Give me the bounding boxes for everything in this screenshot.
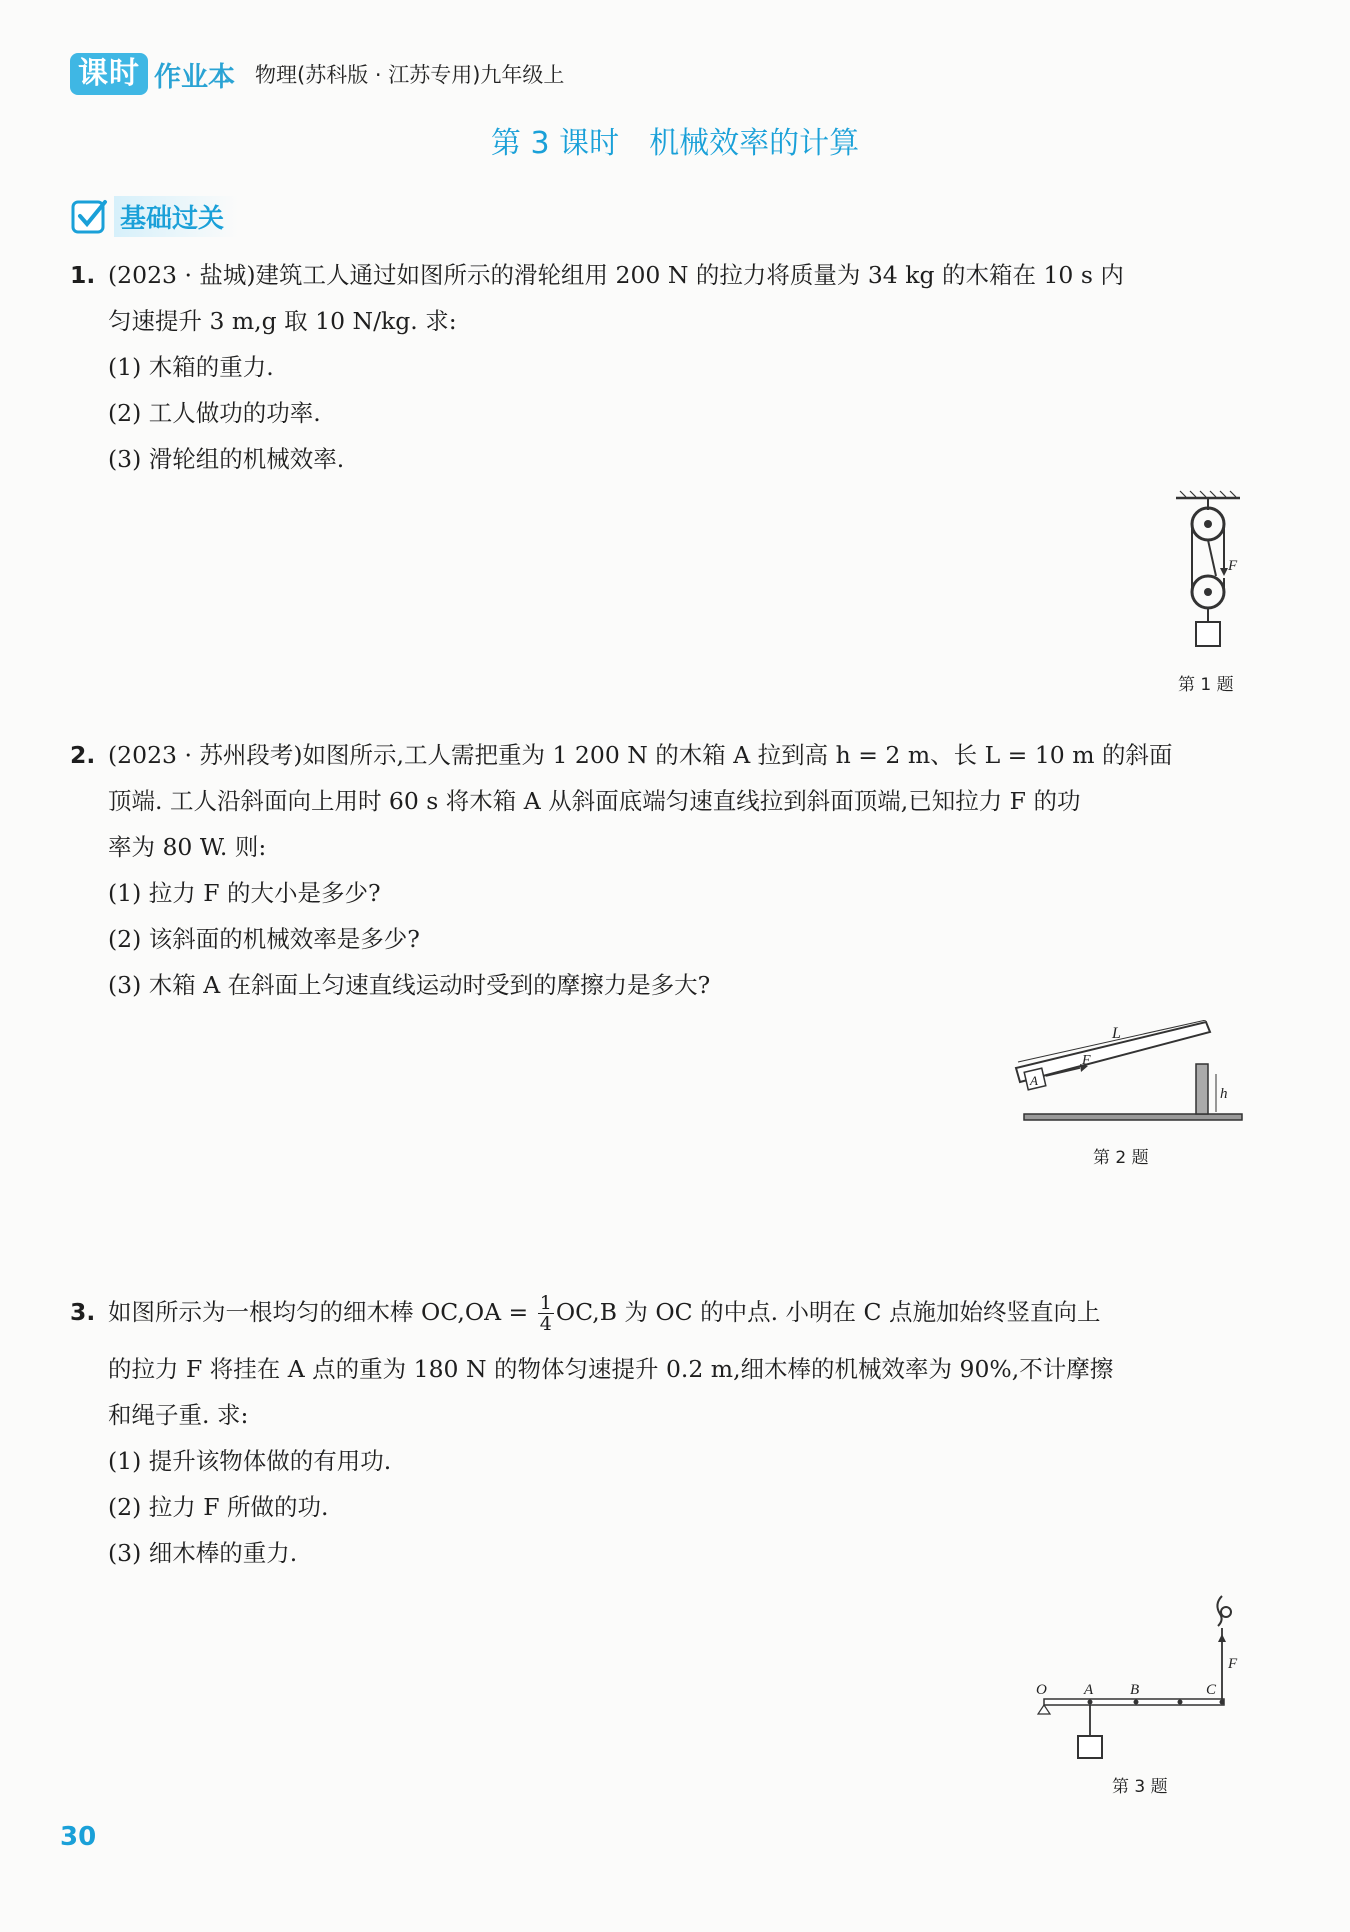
question-3 (70, 1286, 1250, 1576)
pulley-figure (1170, 490, 1250, 660)
section-label: 基础过关 (114, 196, 238, 237)
label-A: A (1084, 1682, 1094, 1698)
sub-question: (2) 拉力 F 所做的功. (108, 1493, 329, 1521)
lever-figure (1030, 1590, 1250, 1760)
label-h: h (1220, 1086, 1228, 1102)
label-L: L (1112, 1025, 1121, 1042)
question-number: 2. (70, 741, 96, 769)
question-number: 1. (70, 261, 96, 289)
label-A: A (1030, 1073, 1038, 1088)
question-text: 率为 80 W. 则: (108, 833, 267, 861)
section-badge (70, 196, 238, 237)
sub-question: (1) 木箱的重力. (108, 353, 274, 381)
page-header (70, 50, 564, 98)
sub-question: (1) 拉力 F 的大小是多少? (108, 879, 381, 907)
figure-caption: 第 3 题 (1112, 1777, 1168, 1797)
question-text: 的拉力 F 将挂在 A 点的重为 180 N 的物体匀速提升 0.2 m,细木棒的机械效率为 90%,不计摩擦 (108, 1355, 1114, 1383)
label-B: B (1130, 1682, 1140, 1698)
label-F: F (1228, 1656, 1238, 1672)
question-text: 和绳子重. 求: (108, 1401, 249, 1429)
force-label: F (1228, 558, 1238, 574)
check-icon (70, 198, 108, 236)
book-info: 物理(苏科版 · 江苏专用)九年级上 (255, 63, 565, 87)
question-1 (70, 252, 1250, 482)
lesson-title: 第 3 课时 机械效率的计算 (490, 126, 860, 161)
sub-question: (2) 该斜面的机械效率是多少? (108, 925, 420, 953)
question-number: 3. (70, 1298, 96, 1326)
figure-caption: 第 2 题 (1093, 1148, 1149, 1168)
incline-figure (1010, 1020, 1250, 1130)
question-text: OC,B 为 OC 的中点. 小明在 C 点施加始终竖直向上 (555, 1298, 1101, 1326)
fraction: $\frac{1}{4}$ (539, 1292, 552, 1335)
question-text: 匀速提升 3 m,g 取 10 N/kg. 求: (108, 307, 457, 335)
figure-caption: 第 1 题 (1178, 675, 1234, 695)
sub-question: (3) 细木棒的重力. (108, 1539, 298, 1567)
sub-question: (3) 滑轮组的机械效率. (108, 445, 345, 473)
sub-question: (3) 木箱 A 在斜面上匀速直线运动时受到的摩擦力是多大? (108, 971, 711, 999)
label-F: F (1082, 1053, 1091, 1068)
label-O: O (1036, 1682, 1047, 1698)
logo: 课时 (70, 53, 148, 95)
question-text: (2023 · 盐城)建筑工人通过如图所示的滑轮组用 200 N 的拉力将质量为 34 kg 的木箱在 10 s 内 (108, 261, 1124, 289)
question-2 (70, 732, 1250, 1008)
sub-question: (2) 工人做功的功率. (108, 399, 321, 427)
question-text: 顶端. 工人沿斜面向上用时 60 s 将木箱 A 从斜面底端匀速直线拉到斜面顶端,已知拉力 F 的功 (108, 787, 1081, 815)
question-text: 如图所示为一根均匀的细木棒 OC,OA = (108, 1298, 536, 1326)
label-C: C (1206, 1682, 1217, 1698)
logo-tail: 作业本 (154, 61, 235, 93)
sub-question: (1) 提升该物体做的有用功. (108, 1447, 392, 1475)
question-text: (2023 · 苏州段考)如图所示,工人需把重为 1 200 N 的木箱 A 拉到高 h = 2 m、长 L = 10 m 的斜面 (108, 741, 1173, 769)
page-number: 30 (60, 1822, 97, 1852)
